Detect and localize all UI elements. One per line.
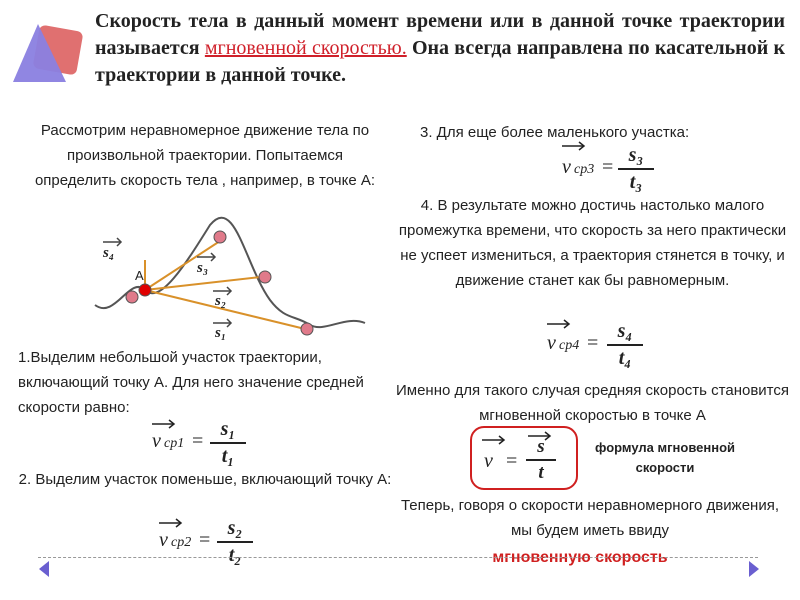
final-highlight: мгновенную скорость	[492, 549, 668, 566]
bottom-divider	[38, 557, 758, 558]
formula1-denominator: t₁	[221, 445, 235, 467]
point-a-label: А	[135, 268, 144, 283]
formula-main-numerator: s	[537, 436, 545, 457]
trajectory-diagram	[85, 205, 385, 345]
formula1-numerator: s₁	[220, 418, 236, 440]
step3-text: 3. Для еще более маленького участка:	[420, 124, 690, 141]
point-end-3	[214, 231, 226, 243]
formula3-numerator: s₃	[628, 144, 644, 166]
formula-note: формула мгновенной скорости	[594, 440, 736, 475]
prev-slide-icon[interactable]	[36, 559, 52, 579]
point-start	[126, 291, 138, 303]
point-a	[139, 284, 151, 296]
formula2-numerator: s₂	[227, 517, 243, 539]
final-text: Теперь, говоря о скорости неравномерного движения, мы будем иметь ввиду	[400, 497, 779, 539]
next-slide-icon[interactable]	[746, 559, 762, 579]
point-end-1	[301, 323, 313, 335]
formula-vcp3: v ср3 = s₃ t₃	[560, 140, 670, 190]
logo-shapes-icon	[8, 20, 88, 90]
title-highlight: мгновенной скоростью.	[204, 37, 407, 59]
formula-vcp4: v ср4 = s₄ t₄	[545, 318, 655, 368]
formula3-denominator: t₃	[629, 171, 643, 193]
label-s2: s₂	[215, 293, 227, 309]
label-s3: s₃	[197, 260, 209, 276]
conclusion-text: Именно для такого случая средняя скорость становится мгновенной скоростью в точке А	[395, 382, 790, 424]
step2-text: 2. Выделим участок поменьше, включающий точку А:	[18, 471, 392, 488]
formula4-denominator: t₄	[618, 347, 632, 369]
formula-main-denominator: t	[538, 462, 544, 483]
step1-text: 1.Выделим небольшой участок траектории, включающий точку А. Для него значение средней скорости равно:	[18, 349, 364, 416]
label-s4: s₄	[103, 245, 115, 261]
formula-vcp1: v ср1 = s₁ t₁	[150, 418, 260, 468]
formula-vcp2: v ср2 = s₂ t₂	[157, 517, 267, 567]
label-s1: s₁	[215, 325, 227, 341]
step4-text: 4. В результате можно достичь настолько малого промежутка времени, что скорость за него практически не успеет измениться, а траектория стянется в точку, и движение станет как бы равномерным.	[398, 197, 787, 289]
formula-v-main: v = s t	[480, 430, 570, 482]
intro-text: Рассмотрим неравномерное движение тела по произвольной траектории. Попытаемся определить скорость тела , например, в точке А:	[34, 122, 376, 189]
formula2-denominator: t₂	[228, 544, 242, 566]
formula4-numerator: s₄	[617, 320, 633, 342]
point-end-2	[259, 271, 271, 283]
page-title: Скорость тела в данный момент времени или в данной точке траектории называется мгновенной скоростью. Она всегда направлена по касательной к траектории в данной точке.	[95, 10, 785, 86]
